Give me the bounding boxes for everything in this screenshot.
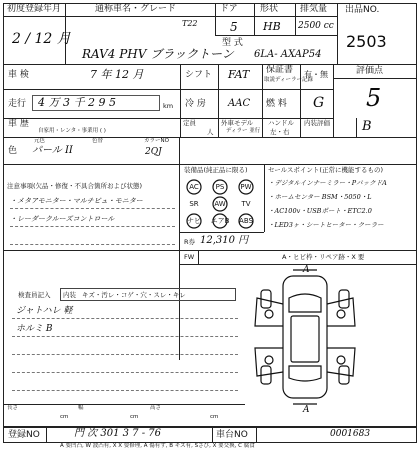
- handle-value: 左・右: [270, 128, 290, 136]
- interior-label: 内装評価: [304, 119, 330, 127]
- capacity-unit: 人: [207, 128, 214, 136]
- selling-point-2: ・ホームセンター BSM・5050・L: [268, 193, 372, 201]
- width-label: 幅: [78, 405, 84, 411]
- recycle-label: R券: [184, 238, 196, 246]
- equipment-ps-icon: PS: [215, 183, 225, 191]
- reg-label: 登録NO: [8, 430, 40, 440]
- equipment-pw-icon: PW: [240, 183, 252, 191]
- dealer-label: 外車モデル: [221, 119, 254, 127]
- equipment-navi-icon: ナビ: [187, 217, 201, 225]
- name-grade-label: 通称車名・グレード: [95, 4, 177, 14]
- inspector-line-2: ホルミ B: [16, 324, 53, 334]
- warranty-sub: 取説ディーラー記録: [264, 77, 314, 83]
- inspector-label: 検査員記入: [18, 291, 51, 299]
- first-reg-label: 初度登録年月: [7, 4, 62, 14]
- handle-label: ハンドル: [268, 119, 294, 127]
- note-line-2: ・レーダークルーズコントロール: [10, 215, 115, 223]
- shift-label: シフト: [185, 70, 213, 80]
- inspector-interior-label: 内装: [63, 291, 76, 299]
- recycle-value: 12,310 円: [200, 235, 249, 246]
- equipment-check-marks: [180, 178, 264, 232]
- width-unit: cm: [130, 414, 139, 420]
- fuel-label: 燃 料: [266, 99, 287, 109]
- warranty-label: 保証書: [266, 65, 294, 75]
- usage-label: 車 歴: [8, 119, 29, 129]
- notes-title: 注意事項(欠品・修復・不具合箇所および状態): [7, 182, 143, 190]
- length-label: 長さ: [7, 405, 19, 411]
- score-label: 評価点: [356, 66, 384, 76]
- lot-number: 2503: [346, 32, 387, 51]
- equipment-airbag-icon: エアB: [210, 217, 230, 225]
- dealer-sub: ディラー 並行: [226, 128, 261, 134]
- equipment-tv-icon: TV: [241, 200, 251, 208]
- capacity-label: 定員: [183, 119, 196, 127]
- displacement-value: 2500 cc: [298, 21, 334, 31]
- selling-points-title: セールスポイント(正常に機能するもの): [268, 166, 383, 174]
- note-line-1: ・メタアモニター・マルチビュ・モニター: [10, 197, 143, 205]
- shape-value: HB: [263, 20, 281, 33]
- chassis-label: 車台NO: [216, 430, 248, 440]
- score-value: 5: [366, 84, 382, 112]
- damage-mark-rear: A: [303, 405, 310, 415]
- diagram-title: A・ヒビ枠・リペア跡・X 要: [282, 253, 365, 261]
- color-label: 色: [8, 146, 18, 156]
- height-label: 高さ: [150, 405, 162, 411]
- original-color-label: 元色: [34, 138, 46, 144]
- car-damage-diagram: [245, 265, 365, 406]
- legend-text: A 要凹凸, W 波凸有, X X 要修理, A 傷有ず, B キズ有, Sさび, X 要交換, C 腐食: [60, 443, 255, 449]
- damage-mark-front: A: [303, 265, 310, 275]
- mileage-value: 4 万 3 千 2 9 5: [38, 96, 116, 109]
- mileage-label: 走行: [8, 99, 27, 109]
- equipment-ac-icon: AC: [189, 183, 199, 191]
- length-unit: cm: [60, 414, 69, 420]
- grade-mark: T22: [182, 19, 198, 28]
- shift-value: FAT: [228, 68, 250, 81]
- fuel-value: G: [313, 95, 325, 111]
- car-name: RAV4 PHV ブラックトーン: [82, 47, 234, 61]
- shaken-label: 車 検: [8, 70, 29, 80]
- color-code-value: 2QJ: [145, 147, 162, 157]
- equipment-abs-icon: ABS: [239, 217, 253, 225]
- equipment-title: 装備品(純正品に限る): [184, 166, 248, 174]
- selling-point-3: ・AC100v・USBポート・ETC2.0: [268, 207, 372, 215]
- model-label: 型 式: [222, 38, 243, 48]
- inspector-interior-items: キズ・汚レ・コゲ・穴・スレ・キレ: [82, 291, 186, 299]
- chassis-value: 0001683: [330, 429, 371, 439]
- displacement-label: 排気量: [300, 4, 328, 14]
- inspector-line-1: ジャトハレ 軽: [16, 306, 73, 316]
- warranty-value: 有・無: [304, 70, 328, 79]
- selling-point-4: ・LED3ヶ・シートヒーター・クーラー: [268, 221, 384, 229]
- door-value: 5: [230, 20, 238, 34]
- equipment-aw-icon: AW: [214, 200, 226, 208]
- color-value: パール II: [32, 145, 73, 156]
- height-unit: cm: [210, 414, 219, 420]
- fw-label: FW: [184, 253, 195, 261]
- selling-point-1: ・デジタルインナーミラー・PバックドA: [268, 179, 387, 187]
- shaken-value: 7 年 12 月: [90, 68, 144, 81]
- lot-label: 出品NO.: [345, 5, 380, 15]
- cooling-label: 冷 房: [185, 99, 206, 109]
- shape-label: 形状: [260, 4, 279, 14]
- interior-value: B: [362, 119, 372, 134]
- first-reg-value: 2 / 12 月: [12, 31, 71, 47]
- cooling-value: AAC: [228, 98, 251, 109]
- usage-sub: 自家用・レンタ・事業用 ( ): [38, 128, 106, 134]
- reg-value: 門 次 301 3 7 - 76: [74, 428, 161, 439]
- mileage-unit: km: [163, 102, 174, 110]
- color-code-label: カラーNO: [144, 138, 169, 144]
- equipment-sr-icon: SR: [189, 200, 199, 208]
- model-value: 6LA- AXAP54: [254, 49, 322, 60]
- changed-color-label: 色替: [92, 138, 104, 144]
- door-label: ドア: [220, 4, 238, 14]
